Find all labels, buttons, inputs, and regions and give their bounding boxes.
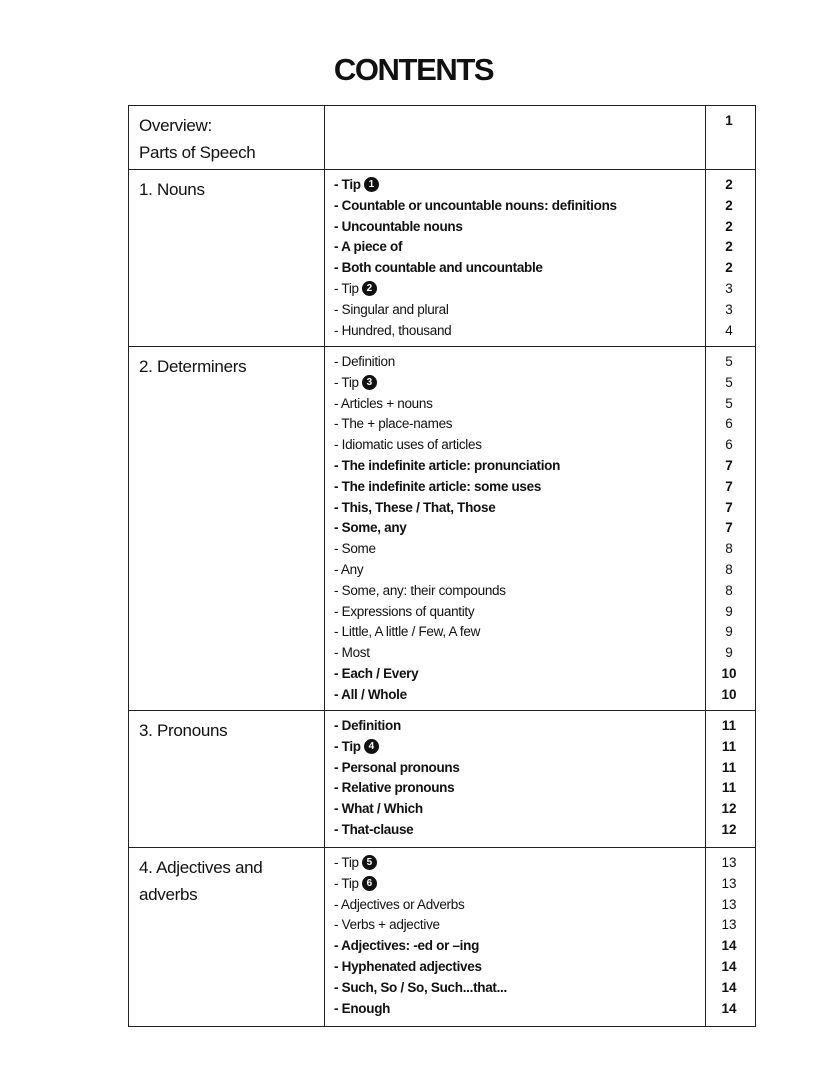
- toc-entry-label: - Adjectives or Adverbs: [334, 896, 465, 912]
- toc-entry-label: - All / Whole: [334, 686, 407, 702]
- toc-entry[interactable]: [325, 300, 705, 321]
- tip-number-badge: 2: [362, 281, 377, 296]
- section-pages-cell: [706, 170, 756, 347]
- toc-entry-label: - Such, So / So, Such...that...: [334, 979, 507, 995]
- toc-entry[interactable]: [325, 217, 705, 238]
- section-item-list: [325, 347, 705, 708]
- toc-entry[interactable]: [325, 414, 705, 435]
- tip-number-badge: 1: [364, 177, 379, 192]
- page-number: 8: [725, 561, 733, 577]
- toc-entry-label: - Relative pronouns: [334, 780, 455, 796]
- toc-entry[interactable]: [325, 581, 705, 602]
- page-number: 14: [721, 979, 737, 995]
- section-title[interactable]: 3. Pronouns: [139, 721, 228, 740]
- toc-entry[interactable]: [325, 237, 705, 258]
- section-item-list: [325, 848, 705, 1021]
- tip-number-badge: 3: [362, 375, 377, 390]
- toc-entry-label: - The indefinite article: some uses: [334, 478, 542, 494]
- toc-entry-label: - A piece of: [334, 239, 403, 255]
- toc-entry-label: - Idiomatic uses of articles: [334, 437, 482, 453]
- toc-entry[interactable]: [325, 820, 705, 841]
- page-number-list: [706, 711, 755, 843]
- page-number: 3: [725, 280, 733, 296]
- toc-entry-label: - Little, A little / Few, A few: [334, 624, 481, 640]
- toc-entry[interactable]: [325, 456, 705, 477]
- page-number: 8: [725, 582, 733, 598]
- section-pages-cell: [706, 848, 756, 1027]
- section-items-cell: [325, 106, 706, 170]
- toc-entry-label: - Some, any: [334, 520, 407, 536]
- page-number: 3: [725, 301, 733, 317]
- section-row: [129, 106, 756, 170]
- page-number: 5: [725, 354, 733, 369]
- page-number: 11: [721, 738, 737, 754]
- contents-table: [128, 105, 756, 1027]
- page-number: 14: [721, 1000, 737, 1016]
- contents-table-body: [129, 106, 756, 1027]
- toc-entry-label: - Definition: [334, 718, 401, 733]
- toc-entry-label: - Tip: [334, 177, 361, 192]
- toc-entry-label: - Tip: [334, 855, 359, 870]
- page-number: 12: [721, 821, 737, 837]
- section-items-cell: [325, 848, 706, 1027]
- toc-entry-label: - The + place-names: [334, 416, 453, 432]
- toc-entry-label: - That-clause: [334, 821, 414, 837]
- page-number: 2: [725, 177, 733, 192]
- section-title[interactable]: 2. Determiners: [139, 357, 247, 376]
- toc-entry-label: - Hundred, thousand: [334, 322, 452, 338]
- toc-entry-label: - Adjectives: -ed or –ing: [334, 938, 480, 954]
- toc-entry[interactable]: [325, 758, 705, 779]
- toc-entry[interactable]: [325, 716, 705, 737]
- toc-entry-label: - Singular and plural: [334, 301, 449, 317]
- section-items-cell: [325, 347, 706, 711]
- section-title[interactable]: Overview: Parts of Speech: [139, 116, 256, 162]
- page-number: 11: [721, 759, 737, 775]
- page-number-list: [706, 347, 755, 708]
- page-number: 2: [725, 239, 733, 255]
- toc-entry[interactable]: [325, 602, 705, 623]
- page-number: 7: [725, 520, 733, 536]
- toc-entry[interactable]: [325, 895, 705, 916]
- page-number: 11: [721, 780, 737, 796]
- toc-entry-label: - What / Which: [334, 801, 423, 817]
- toc-entry-label: - Definition: [334, 354, 395, 369]
- toc-entry-label: - Tip: [334, 875, 359, 891]
- toc-entry-label: - Some, any: their compounds: [334, 582, 506, 598]
- page-number: 7: [725, 457, 733, 473]
- toc-entry[interactable]: [325, 999, 705, 1020]
- section-title-cell: [129, 711, 325, 848]
- toc-entry-label: - Both countable and uncountable: [334, 260, 543, 276]
- page-number-list: [706, 848, 755, 1021]
- toc-entry-label: - The indefinite article: pronunciation: [334, 457, 561, 473]
- toc-entry[interactable]: [325, 279, 705, 300]
- toc-entry-label: - Some: [334, 541, 376, 557]
- section-item-list: [325, 170, 705, 343]
- toc-entry[interactable]: [325, 685, 705, 706]
- toc-entry-label: - Enough: [334, 1000, 391, 1016]
- section-title-cell: [129, 170, 325, 347]
- section-title-cell: [129, 106, 325, 170]
- page-number: 6: [725, 416, 733, 432]
- toc-entry[interactable]: [325, 664, 705, 685]
- toc-entry-label: - Any: [334, 561, 364, 577]
- section-row: [129, 848, 756, 1027]
- page-number: 11: [721, 718, 737, 733]
- toc-entry-label: - Countable or uncountable nouns: definitions: [334, 197, 617, 213]
- toc-entry[interactable]: [325, 622, 705, 643]
- page-number: 2: [725, 218, 733, 234]
- page-number: 9: [725, 603, 733, 619]
- toc-entry[interactable]: [325, 874, 705, 895]
- toc-entry-label: - Expressions of quantity: [334, 603, 475, 619]
- page-number: 10: [721, 686, 737, 702]
- page-number: 8: [725, 541, 733, 557]
- toc-entry[interactable]: [325, 435, 705, 456]
- section-items-cell: [325, 711, 706, 848]
- tip-number-badge: 5: [362, 855, 377, 870]
- toc-entry[interactable]: [325, 643, 705, 664]
- toc-entry-label: - Each / Every: [334, 665, 419, 681]
- toc-entry[interactable]: [325, 778, 705, 799]
- toc-entry[interactable]: [325, 477, 705, 498]
- page-number: 6: [725, 437, 733, 453]
- toc-entry-label: - Tip: [334, 374, 359, 390]
- toc-entry[interactable]: [325, 539, 705, 560]
- toc-entry[interactable]: [325, 737, 705, 758]
- section-row: [129, 170, 756, 347]
- page-number-list: [706, 106, 755, 134]
- section-item-list: [325, 106, 705, 113]
- toc-entry[interactable]: [325, 518, 705, 539]
- page-number: 12: [721, 801, 737, 817]
- toc-entry[interactable]: [325, 394, 705, 415]
- page-title: CONTENTS: [333, 52, 494, 87]
- tip-number-badge: 4: [364, 739, 379, 754]
- page-number: 9: [725, 624, 733, 640]
- page-number: 13: [721, 875, 737, 891]
- toc-entry[interactable]: [325, 352, 705, 373]
- section-pages-cell: [706, 106, 756, 170]
- page-number: 2: [725, 197, 733, 213]
- section-row: [129, 347, 756, 711]
- page-number: 1: [725, 113, 733, 128]
- toc-entry[interactable]: [325, 799, 705, 820]
- page-number: 4: [725, 322, 733, 338]
- toc-entry-label: - Personal pronouns: [334, 759, 460, 775]
- page-number: 13: [721, 855, 737, 870]
- section-pages-cell: [706, 711, 756, 848]
- page-number: 5: [725, 395, 733, 411]
- toc-entry-label: - Hyphenated adjectives: [334, 958, 482, 974]
- toc-entry-label: - Articles + nouns: [334, 395, 433, 411]
- toc-entry[interactable]: [325, 175, 705, 196]
- section-title-cell: [129, 347, 325, 711]
- toc-entry-label: - Tip: [334, 280, 359, 296]
- page-number: 10: [721, 665, 737, 681]
- page-number: 7: [725, 499, 733, 515]
- page-number: 14: [721, 938, 737, 954]
- page-number: 13: [721, 917, 737, 933]
- toc-entry[interactable]: [325, 978, 705, 999]
- section-pages-cell: [706, 347, 756, 711]
- section-item-list: [325, 711, 705, 843]
- toc-entry[interactable]: [325, 321, 705, 342]
- page-number: 13: [721, 896, 737, 912]
- toc-entry-label: - Most: [334, 645, 370, 661]
- section-title[interactable]: 4. Adjectives and adverbs: [139, 858, 263, 904]
- toc-entry-label: - This, These / That, Those: [334, 499, 496, 515]
- page-number: 2: [725, 260, 733, 276]
- page-number: 7: [725, 478, 733, 494]
- page-number-list: [706, 170, 755, 343]
- toc-entry[interactable]: [325, 915, 705, 936]
- toc-entry[interactable]: [325, 498, 705, 519]
- tip-number-badge: 6: [362, 876, 377, 891]
- section-row: [129, 711, 756, 848]
- toc-entry[interactable]: [325, 560, 705, 581]
- toc-entry[interactable]: [325, 853, 705, 874]
- section-items-cell: [325, 170, 706, 347]
- toc-entry[interactable]: [325, 373, 705, 394]
- toc-entry-label: - Tip: [334, 738, 361, 754]
- section-title[interactable]: 1. Nouns: [139, 180, 205, 199]
- page-number: 9: [725, 645, 733, 661]
- toc-entry-label: - Verbs + adjective: [334, 917, 440, 933]
- toc-entry[interactable]: [325, 258, 705, 279]
- page-number: 5: [725, 374, 733, 390]
- toc-entry[interactable]: [325, 936, 705, 957]
- toc-entry-label: - Uncountable nouns: [334, 218, 463, 234]
- page-number: 14: [721, 958, 737, 974]
- toc-entry[interactable]: [325, 957, 705, 978]
- section-title-cell: [129, 848, 325, 1027]
- toc-entry[interactable]: [325, 196, 705, 217]
